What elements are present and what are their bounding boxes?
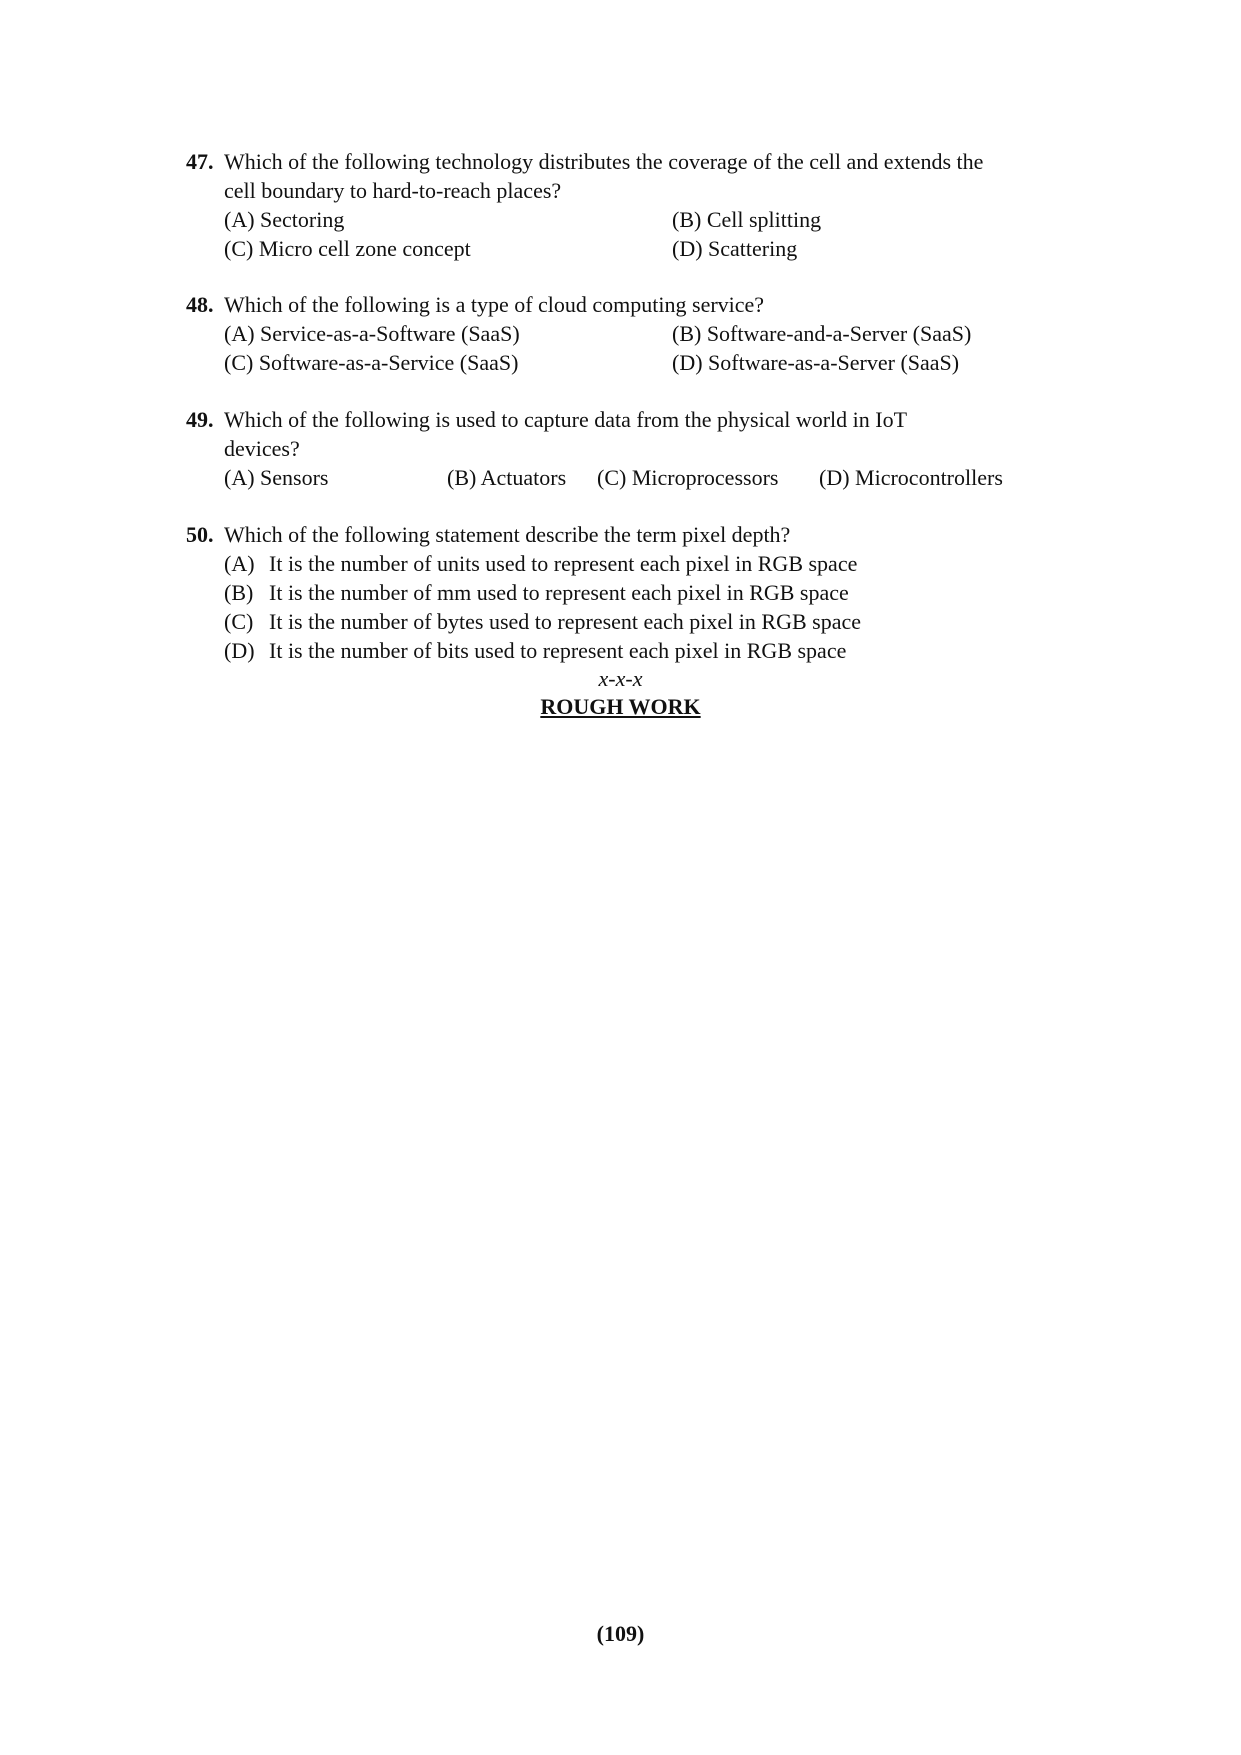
options-grid bbox=[186, 205, 1096, 263]
option-a bbox=[224, 549, 1096, 578]
option-text: It is the number of bits used to represent each pixel in RGB space bbox=[269, 638, 847, 663]
option-b: (B) Actuators bbox=[447, 465, 567, 490]
question-text: Which of the following technology distributes the coverage of the cell and extends the bbox=[224, 149, 984, 174]
question-48 bbox=[186, 290, 1096, 377]
end-mark: x-x-x bbox=[598, 666, 643, 691]
question-text: Which of the following is a type of cloud computing service? bbox=[224, 292, 765, 317]
option-d: (D) Microcontrollers bbox=[819, 465, 1003, 490]
option-d bbox=[224, 636, 1096, 665]
question-text: Which of the following is used to capture data from the physical world in IoT bbox=[224, 407, 908, 432]
option-a: (A) Sectoring bbox=[224, 207, 345, 232]
option-d: (D) Scattering bbox=[672, 236, 798, 261]
option-b bbox=[224, 578, 1096, 607]
question-number: 49. bbox=[186, 407, 214, 432]
option-c: (C) Software-as-a-Service (SaaS) bbox=[224, 350, 519, 375]
question-text-continued: devices? bbox=[224, 436, 300, 461]
option-text: It is the number of mm used to represent each pixel in RGB space bbox=[269, 580, 849, 605]
option-c bbox=[224, 607, 1096, 636]
question-text: Which of the following statement describe the term pixel depth? bbox=[224, 522, 791, 547]
option-a: (A) Sensors bbox=[224, 465, 329, 490]
option-d: (D) Software-as-a-Server (SaaS) bbox=[672, 350, 960, 375]
option-c: (C) Microprocessors bbox=[597, 465, 779, 490]
options-grid bbox=[186, 319, 1096, 377]
option-letter: (C) bbox=[224, 609, 254, 634]
options-list bbox=[186, 549, 1096, 665]
rough-work-heading: ROUGH WORK bbox=[540, 694, 701, 719]
question-number: 48. bbox=[186, 292, 214, 317]
option-b: (B) Cell splitting bbox=[672, 207, 822, 232]
option-text: It is the number of units used to represent each pixel in RGB space bbox=[269, 551, 858, 576]
question-number: 50. bbox=[186, 522, 214, 547]
question-number: 47. bbox=[186, 149, 214, 174]
options-row bbox=[186, 463, 1096, 492]
question-50 bbox=[186, 520, 1096, 665]
option-text: It is the number of bytes used to represent each pixel in RGB space bbox=[269, 609, 862, 634]
option-letter: (D) bbox=[224, 638, 255, 663]
question-47 bbox=[186, 147, 1096, 263]
option-letter: (A) bbox=[224, 551, 255, 576]
page-number: (109) bbox=[596, 1621, 645, 1646]
question-text-continued: cell boundary to hard-to-reach places? bbox=[224, 178, 562, 203]
option-c: (C) Micro cell zone concept bbox=[224, 236, 471, 261]
option-b: (B) Software-and-a-Server (SaaS) bbox=[672, 321, 972, 346]
option-a: (A) Service-as-a-Software (SaaS) bbox=[224, 321, 520, 346]
option-letter: (B) bbox=[224, 580, 254, 605]
question-49 bbox=[186, 405, 1096, 492]
